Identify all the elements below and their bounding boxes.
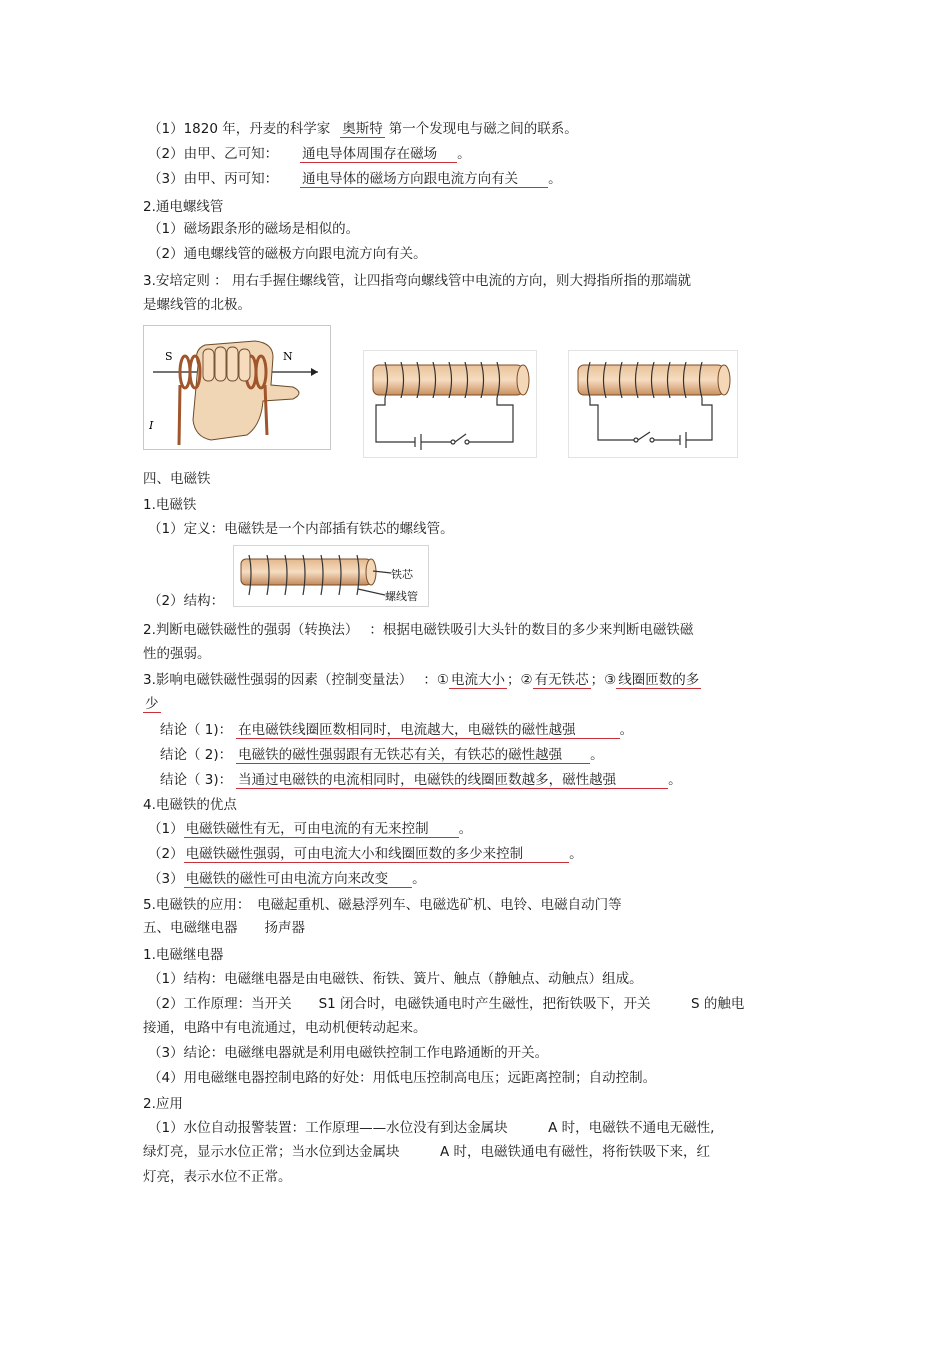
advantage-1-answer: 电磁铁磁性有无，可由电流的有无来控制 bbox=[184, 821, 459, 838]
relay-conclusion: （3）结论：电磁继电器就是利用电磁铁控制工作电路通断的开关。 bbox=[148, 1045, 549, 1061]
answer-oersted: 奥斯特 bbox=[342, 121, 383, 137]
water-alarm-line-3: 灯亮，表示水位不正常。 bbox=[143, 1169, 292, 1185]
fact-line-2 bbox=[148, 145, 471, 163]
conclusion-3 bbox=[160, 771, 682, 789]
solenoid-circuit-figure-1 bbox=[363, 350, 537, 458]
advantage-3 bbox=[148, 870, 426, 888]
factors-line-2 bbox=[143, 695, 161, 713]
fact-line-2-suffix: 。 bbox=[457, 146, 471, 162]
solenoid-point-2: （2）通电螺线管的磁极方向跟电流方向有关。 bbox=[148, 246, 427, 262]
conclusion-1-answer: 在电磁铁线圈匝数相同时，电流越大，电磁铁的磁性越强 bbox=[236, 722, 620, 739]
strength-judgement-line-2: 性的强弱。 bbox=[143, 646, 211, 662]
conclusion-2 bbox=[160, 746, 604, 764]
section-four-title: 四、电磁铁 bbox=[143, 471, 211, 487]
conclusion-1-label: 结论（ 1)： bbox=[160, 722, 233, 738]
electromagnet-structure-label: （2）结构： bbox=[148, 593, 225, 609]
label-south: S bbox=[165, 350, 173, 363]
conclusion-2-label: 结论（ 2)： bbox=[160, 747, 233, 763]
strength-judgement-line-1: 2.判断电磁铁磁性的强弱（转换法） ：根据电磁铁吸引大头针的数目的多少来判断电磁铁磁 bbox=[143, 622, 694, 638]
conclusion-2-suffix: 。 bbox=[590, 747, 604, 763]
answer-current-size: 电流大小 bbox=[451, 672, 506, 688]
section-five-title: 五、电磁继电器 扬声器 bbox=[143, 920, 305, 936]
heading-relay: 1.电磁继电器 bbox=[143, 947, 224, 963]
conclusion-3-suffix: 。 bbox=[668, 772, 682, 788]
advantage-2-answer: 电磁铁磁性强弱，可由电流大小和线圈匝数的多少来控制 bbox=[184, 846, 570, 863]
fact-line-3-prefix: （3）由甲、丙可知： bbox=[148, 171, 279, 187]
fact-line-3-suffix: 。 bbox=[548, 171, 562, 187]
answer-coil-turns-cont: 少 bbox=[145, 696, 159, 712]
advantage-1 bbox=[148, 820, 472, 838]
factors-sep-1: ；② bbox=[507, 672, 533, 688]
heading-application: 2.应用 bbox=[143, 1096, 183, 1112]
answer-iron-core: 有无铁芯 bbox=[534, 672, 589, 688]
electromagnet-definition: （1）定义：电磁铁是一个内部插有铁芯的螺线管。 bbox=[148, 521, 454, 537]
electromagnet-applications: 5.电磁铁的应用： 电磁起重机、磁悬浮列车、电磁选矿机、电铃、电磁自动门等 bbox=[143, 897, 622, 913]
label-north: N bbox=[283, 350, 293, 363]
relay-structure: （1）结构：电磁继电器是由电磁铁、衔铁、簧片、触点（静触点、动触点）组成。 bbox=[148, 971, 643, 987]
heading-advantages: 4.电磁铁的优点 bbox=[143, 797, 237, 813]
heading-electromagnet: 1.电磁铁 bbox=[143, 497, 197, 513]
right-hand-rule-figure bbox=[143, 325, 331, 450]
ampere-rule-line-1: 3.安培定则 ： 用右手握住螺线管，让四指弯向螺线管中电流的方向，则大拇指所指的那端就 bbox=[143, 273, 691, 289]
water-alarm-line-2: 绿灯亮，显示水位正常；当水位到达金属块 A 时，电磁铁通电有磁性，将衔铁吸下来，红 bbox=[143, 1144, 711, 1160]
answer-coil-turns: 线圈匝数的多 bbox=[618, 672, 700, 688]
heading-solenoid: 2.通电螺线管 bbox=[143, 199, 224, 215]
water-alarm-line-1: （1）水位自动报警装置：工作原理——水位没有到达金属块 A 时，电磁铁不通电无磁性, bbox=[148, 1120, 715, 1136]
label-coil: 螺线管 bbox=[385, 590, 418, 603]
ampere-rule-line-2: 是螺线管的北极。 bbox=[143, 297, 251, 313]
conclusion-3-label: 结论（ 3)： bbox=[160, 772, 233, 788]
advantage-3-suffix: 。 bbox=[412, 871, 426, 887]
fact-line-1-suffix: 第一个发现电与磁之间的联系。 bbox=[388, 121, 578, 137]
solenoid-circuit-figure-2 bbox=[568, 350, 738, 458]
answer-field-direction: 通电导体的磁场方向跟电流方向有关 bbox=[300, 171, 548, 188]
fact-line-1 bbox=[148, 120, 578, 138]
factors-line bbox=[143, 671, 701, 689]
relay-benefits: （4）用电磁继电器控制电路的好处：用低电压控制高电压；远距离控制；自动控制。 bbox=[148, 1070, 657, 1086]
answer-magnetic-field: 通电导体周围存在磁场 bbox=[300, 146, 457, 163]
conclusion-1-suffix: 。 bbox=[619, 722, 634, 738]
conclusion-3-answer: 当通过电磁铁的电流相同时，电磁铁的线圈匝数越多，磁性越强 bbox=[236, 772, 668, 789]
advantage-3-label: （3） bbox=[148, 871, 184, 887]
advantage-2-label: （2） bbox=[148, 846, 184, 862]
conclusion-2-answer: 电磁铁的磁性强弱跟有无铁芯有关，有铁芯的磁性越强 bbox=[236, 747, 590, 764]
relay-principle-line-1: （2）工作原理：当开关 S1 闭合时，电磁铁通电时产生磁性，把衔铁吸下，开关 S 的触电 bbox=[148, 996, 745, 1012]
advantage-1-suffix: 。 bbox=[458, 821, 473, 837]
advantage-3-answer: 电磁铁的磁性可由电流方向来改变 bbox=[184, 871, 413, 888]
electromagnet-structure-figure bbox=[233, 545, 429, 607]
fact-line-1-prefix: （1）1820 年，丹麦的科学家 bbox=[148, 121, 331, 137]
advantage-2 bbox=[148, 845, 583, 863]
solenoid-point-1: （1）磁场跟条形的磁场是相似的。 bbox=[148, 221, 360, 237]
label-iron-core: 铁芯 bbox=[391, 568, 413, 581]
advantage-2-suffix: 。 bbox=[569, 846, 583, 862]
conclusion-1 bbox=[160, 721, 633, 739]
fact-line-2-prefix: （2）由甲、乙可知： bbox=[148, 146, 279, 162]
label-current: I bbox=[149, 419, 154, 432]
factors-prefix: 3.影响电磁铁磁性强弱的因素（控制变量法） ：① bbox=[143, 672, 450, 688]
factors-sep-2: ；③ bbox=[590, 672, 617, 688]
relay-principle-line-2: 接通，电路中有电流通过，电动机便转动起来。 bbox=[143, 1020, 427, 1036]
advantage-1-label: （1） bbox=[148, 821, 184, 837]
fact-line-3 bbox=[148, 170, 562, 188]
